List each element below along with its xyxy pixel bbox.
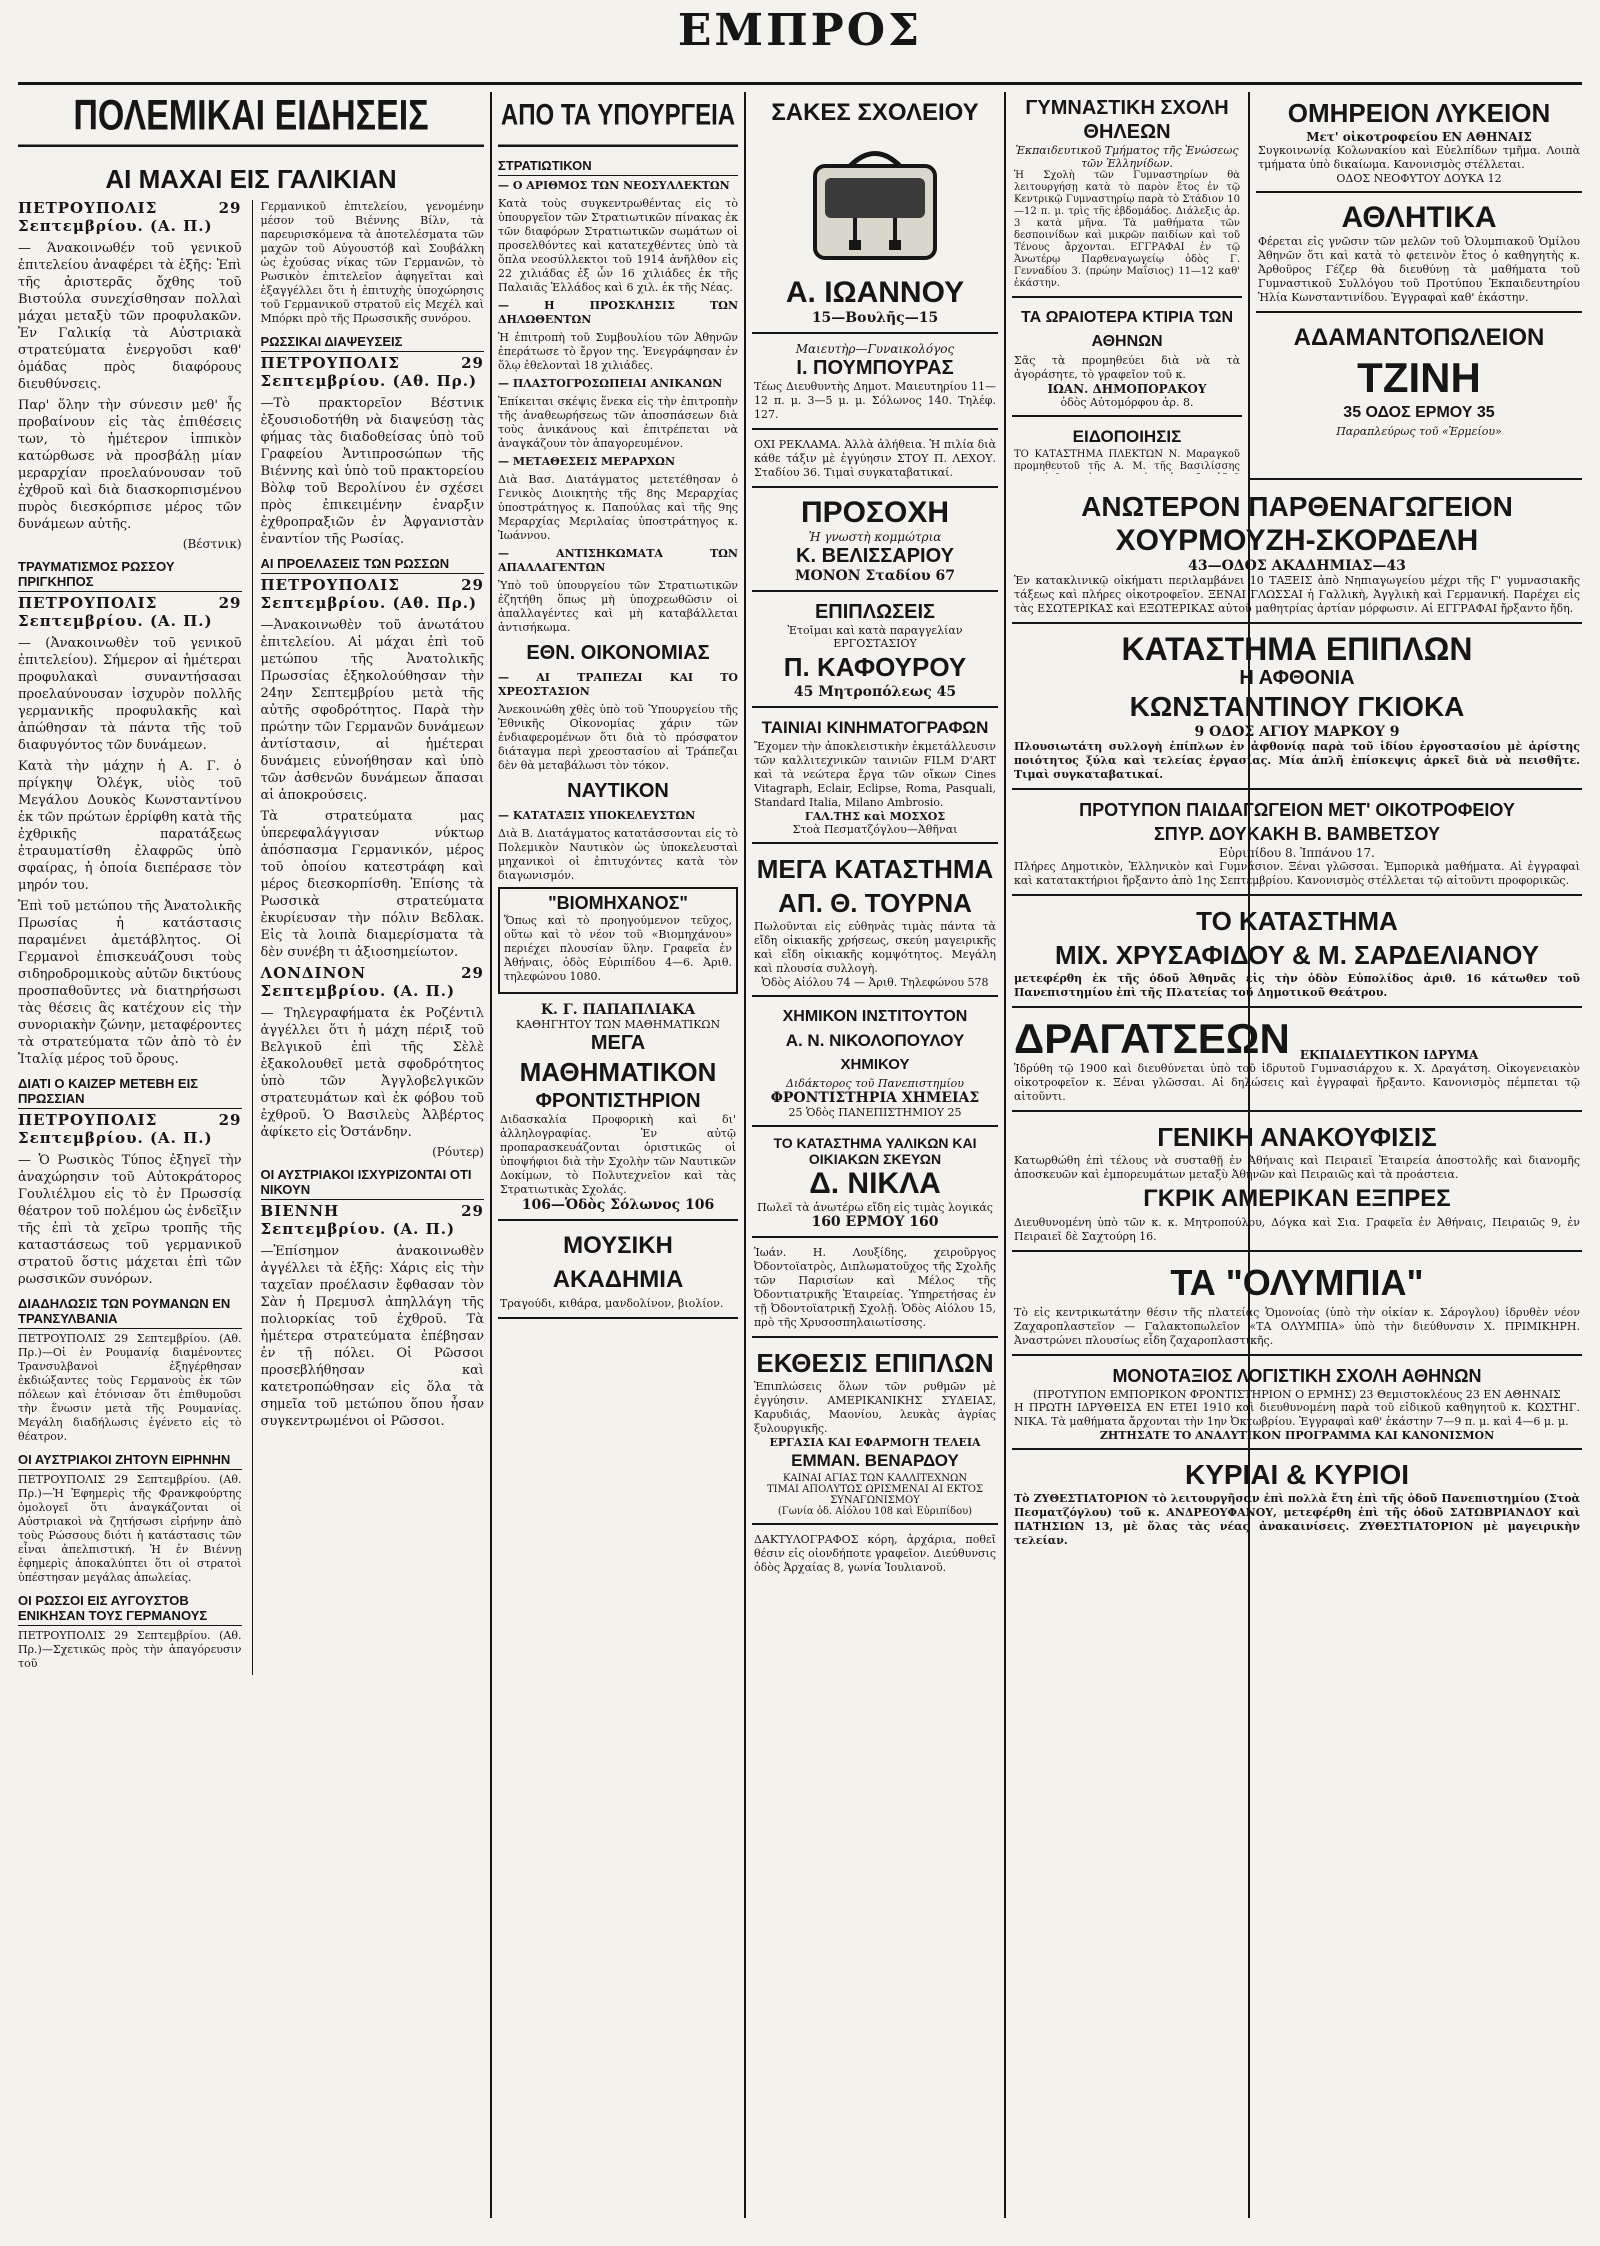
ad-name: ΑΠ. Θ. ΤΟΥΡΝΑ xyxy=(778,888,972,918)
ad-tzini-jewellers xyxy=(1256,317,1582,444)
ad-text: Η ΠΡΩΤΗ ΙΔΡΥΘΕΙΣΑ ΕΝ ΕΤΕΙ 1910 καὶ διευθυνομένη παρὰ τοῦ εἰδικοῦ καθηγητοῦ κ. ΚΩΣΤΗΓ. ΝΙΚΑ. Τὰ μαθήματα ἄρχονται τὴν 1ην Ὀκτωβρίου. Ἐγγραφαὶ καθ' ἑκάστην 7—9 π. μ. καὶ 4—6 μ. μ. xyxy=(1014,1401,1580,1428)
ad-subtitle: Διδάκτορος τοῦ Πανεπιστημίου xyxy=(786,1077,964,1090)
ad-text: Φέρεται εἰς γνῶσιν τῶν μελῶν τοῦ Ὁλυμπιακοῦ Ὁμίλου Ἀθηνῶν ὅτι καὶ κατὰ τὸ φετεινὸν ἔτος ὁ καθηγητὴς κ. Ἀρθοῦρος Γέζερ θὰ διευθύνῃ τὰ μαθήματα τοῦ Γυμναστικοῦ Συλλόγου τοῦ Προτύπου Ἐκπαιδευτηρίου Ἠλία Κωνσταντινίδου. Ἐγγραφαὶ καθ' ἑκάστην. xyxy=(1258,235,1580,304)
ad-name: Α. Ν. ΝΙΚΟΛΟΠΟΥΛΟΥ xyxy=(785,1031,965,1050)
ad-text: Ὅπως καὶ τὸ προηγούμενον τεῦχος, οὕτω καὶ τὸ νέον τοῦ «Βιομηχάνου» περιέχει πλουσίαν ὕλην. Γραφεῖα ἐν Ἀθήναις, ὁδὸς Εὐριπίδου 4—6. Ἀριθ. τηλεφώνου 1080. xyxy=(504,914,732,983)
article-paragraph: Ἀνεκοινώθη χθὲς ὑπὸ τοῦ Ὑπουργείου τῆς Ἐθνικῆς Οἰκονομίας χάριν τῶν ἐνδιαφερομένων ὅτι διὰ τὸ πρόσφατον διάταγμα περὶ χρεοστασίου αἱ Τράπεζαι δὲν θὰ μεταβάλωσι τὸν τόκον. xyxy=(498,703,738,772)
ad-title: ΓΕΝΙΚΗ ΑΝΑΚΟΥΦΙΣΙΣ xyxy=(1157,1122,1437,1152)
ad-address: Εὐριπίδου 8. Ἱππάνου 17. xyxy=(1219,846,1375,860)
ad-title: ΑΝΩΤΕΡΟΝ ΠΑΡΘΕΝΑΓΩΓΕΙΟΝ xyxy=(1081,491,1513,522)
ad-name: Π. ΚΑΦΟΥΡΟΥ xyxy=(783,652,967,682)
ads-column-1 xyxy=(752,92,998,2218)
article-paragraph: ΠΕΤΡΟΥΠΟΛΙΣ 29 Σεπτεμβρίου. (Αθ. Πρ.)—Ἡ Ἐφημερὶς τῆς Φρανκφούρτης ὁμολογεῖ ὅτι ἀναγκάζονται οἱ Αὐστριακοὶ νὰ ζητήσωσι εἰρήνην ἀπὸ τοὺς Ρώσσους διότι ἡ κατάστασις τῶν εἶναι ἀπελπιστική. Ἡ ἐν Βιέννῃ ἐφημερὶς ἀποκαλύπτει ὅτι οἱ στρατοὶ ὑπέστησαν μεγάλας ἀπωλείας. xyxy=(18,1473,242,1584)
ad-address: (Γωνία ὁδ. Αἰόλου 108 καὶ Εὐριπίδου) xyxy=(777,1506,973,1517)
article-paragraph: Ἡ ἐπιτροπὴ τοῦ Συμβουλίου τῶν Ἀθηνῶν ἐπεράτωσε τὸ ἔργον της. Ἐνεγράφησαν ἐν ὅλῳ ἐθελονταὶ 18 χιλιάδες. xyxy=(498,331,738,372)
ad-text: Σᾶς τὰ προμηθεύει διὰ νὰ τὰ ἀγοράσητε, τὸ γραφεῖον τοῦ κ. xyxy=(1014,354,1240,381)
dateline: ΒΙΕΝΝΗ 29 Σεπτεμβρίου. (Α. Π.) xyxy=(260,1202,484,1238)
article-paragraph: Κατὰ τὴν μάχην ἡ Α. Γ. ὁ πρίγκηψ Ὀλέγκ, υἱὸς τοῦ Μεγάλου Δουκὸς Κωνσταντίνου ἐκ τῶν πρώτων ἐρρίφθη κατὰ τῆς ἐχθρικῆς παρατάξεως ἐτραυματίσθη ἐλαφρῶς ὑπὸ σφαίρας, ἡ ὁποία διεπέρασε τὸν μηρόν του. xyxy=(18,759,242,893)
ad-prosochi xyxy=(752,492,998,592)
article-paragraph: ΠΕΤΡΟΥΠΟΛΙΣ 29 Σεπτεμβρίου. (Αθ. Πρ.)—Οἱ ἐν Ρουμανίᾳ διαμένοντες Τρανσυλβανοὶ ἐξηγέρθησαν ἐκδιώξαντες τοὺς Γερμανοὺς ἐκ τῶν πόλεων καὶ ἐτόνισαν ὅτι ἐπιθυμοῦσι τὴν ἕνωσιν μετὰ τῆς Ρουμανίας. Μεγάλη διαδήλωσις ἐγένετο εἰς τὸ θέατρον. xyxy=(18,1332,242,1443)
ad-text: Διδασκαλία Προφορικὴ καὶ δι' ἀλληλογραφίας. Ἐν αὐτῷ προπαρασκευάζονται ὁριστικῶς οἱ ὑποψήφιοι διὰ τὴν Σχολὴν τῶν Ναυτικῶν Δοκίμων, τὸ Πολυτεχνεῖον καὶ τὰς Στρατιωτικὰς Σχολάς. xyxy=(500,1113,736,1196)
ad-address: Στοὰ Πεσματζόγλου—Ἀθῆναι xyxy=(792,823,958,836)
ad-notice xyxy=(1012,421,1242,474)
section-heading: ΔΙΑΔΗΛΩΣΙΣ ΤΩΝ ΡΟΥΜΑΝΩΝ ΕΝ ΤΡΑΝΣΥΛΒΑΝΙΑ xyxy=(18,1296,242,1329)
ad-name: ΤΖΙΝΗ xyxy=(1357,354,1481,401)
article-paragraph: —Ἀνακοινωθὲν τοῦ ἀνωτάτου ἐπιτελείου. Αἱ μάχαι ἐπὶ τοῦ μετώπου τῆς Ἀνατολικῆς Πρωσσίας ἐξηκολούθησαν τὴν 24ην Σεπτεμβρίου μετὰ τῆς αὐτῆς σφοδρότητος. Παρὰ τὴν πρώτην τῶν Γερμανῶν δυνάμεων ἀντίστασιν, αἱ ἡμέτεραι δυνάμεις εὐνοήθησαν καὶ ὑπὸ τῶν ἀσθενῶν δυνάμεων ἄπασαι αἱ ἀποκρούσεις. xyxy=(260,618,484,803)
ad-papapliaka xyxy=(498,998,738,1221)
ad-title: ΟΜΗΡΕΙΟΝ ΛΥΚΕΙΟΝ xyxy=(1287,98,1551,128)
ministries-banner: ΑΠΟ ΤΑ ΥΠΟΥΡΓΕΙΑ xyxy=(498,92,738,147)
sub-heading: — ΜΕΤΑΘΕΣΕΙΣ ΜΕΡΑΡΧΩΝ xyxy=(498,455,676,468)
ad-nikla xyxy=(752,1131,998,1238)
ad-name: Α. ΙΩΑΝΝΟΥ xyxy=(785,276,965,309)
ad-title: ΑΘΛΗΤΙΚΑ xyxy=(1341,201,1497,234)
ad-subtitle: (ΠΡΟΤΥΠΟΝ ΕΜΠΟΡΙΚΟΝ ΦΡΟΝΤΙΣΤΗΡΙΟΝ Ο ΕΡΜΗΣ) 23 Θεμιστοκλέους 23 ΕΝ ΑΘΗΝΑΙΣ xyxy=(1033,1388,1561,1401)
ad-typist xyxy=(752,1529,998,1581)
ad-title: ΠΡΟΣΟΧΗ xyxy=(800,496,950,529)
ad-title: ΦΡΟΝΤΙΣΤΗΡΙΑ ΧΗΜΕΙΑΣ xyxy=(770,1090,980,1106)
ad-address: 9 ΟΔΟΣ ΑΓΙΟΥ ΜΑΡΚΟΥ 9 xyxy=(1194,724,1400,740)
ad-title: ΧΗΜΙΚΟΝ ΙΝΣΤΙΤΟΥΤΟΝ xyxy=(782,1008,968,1025)
ad-athletics xyxy=(1256,197,1582,313)
war-news-section xyxy=(18,92,484,2218)
column-divider xyxy=(744,92,746,2218)
ad-furniture-store xyxy=(1012,628,1582,790)
ad-address: ὁδὸς Αὐτομόρφου ἀρ. 8. xyxy=(1060,396,1194,409)
masthead-rule xyxy=(18,82,1582,85)
ad-text: Ἱδρύθη τῷ 1900 καὶ διευθύνεται ὑπὸ τοῦ ἱδρυτοῦ Γυμνασιάρχου κ. Χ. Δραγάτση. Οἰκογενειακὸν οἰκοτροφεῖον κ. Ξέναι γλῶσσαι. Αἱ δηλώσεις καὶ ἐγγραφαὶ ἤρξαντο. Κανονισμὸς πέμπεται τῷ αἰτοῦντι. xyxy=(1014,1062,1580,1103)
ad-text: ΟΧΙ ΡΕΚΛΑΜΑ. Ἀλλὰ ἀλήθεια. Ἡ πιλία διὰ κάθε τάξιν μὲ ἐγγύησιν ΣΤΟΥ Π. ΛΕΧΟΥ. Σταδίου 36. Τιμαὶ συγκαταβατικαί. xyxy=(754,438,996,479)
ad-address: 106—Ὁδὸς Σόλωνος 106 xyxy=(521,1197,715,1213)
article-paragraph: Ἐπίκειται σκέψις ἕνεκα εἰς τὴν ἐπιτροπὴν τῆς ἀναθεωρήσεως τῶν ἀποσπάσεων διὰ τοὺς ἀνικάνους καὶ ἐπιτρέπεται νὰ ἀναγκάζουν τὸν ἀπαγορευμένον. xyxy=(498,395,738,450)
ad-name: ΜΙΧ. ΧΡΥΣΑΦΙΔΟΥ & Μ. ΣΑΡΔΕΛΙΑΝΟΥ xyxy=(1055,940,1539,970)
ads-column-2-bottom xyxy=(1012,486,1582,2218)
ad-lechou xyxy=(752,434,998,488)
section-heading: ΔΙΑΤΙ Ο ΚΑΙΖΕΡ ΜΕΤΕΒΗ ΕΙΣ ΠΡΩΣΣΙΑΝ xyxy=(18,1076,242,1109)
ad-olympia xyxy=(1012,1256,1582,1356)
ad-dentist xyxy=(752,1242,998,1338)
ad-chemical-institute xyxy=(752,1001,998,1127)
ad-buildings xyxy=(1012,302,1242,417)
war-news-banner: ΠΟΛΕΜΙΚΑΙ ΕΙΔΗΣΕΙΣ xyxy=(18,92,484,147)
ad-address: ΜΟΝΟΝ Σταδίου 67 xyxy=(795,568,955,584)
sub-heading: — ΠΛΑΣΤΟΓΡΟΣΩΠΕΙΑΙ ΑΝΙΚΑΝΩΝ xyxy=(498,377,723,390)
ad-paidagogeion xyxy=(1012,794,1582,896)
ad-title: ΜΕΓΑ ΚΑΤΑΣΤΗΜΑ xyxy=(756,854,994,884)
dateline: ΛΟΝΔΙΝΟΝ 29 Σεπτεμβρίου. (Α. Π.) xyxy=(260,964,484,1000)
ad-text: μετεφέρθη ἐκ τῆς ὁδοῦ Ἀθηνᾶς εἰς τὴν ὁδὸν Εὐπολίδος ἀριθ. 16 κάτωθεν τοῦ Πανεπιστημίου ἐπὶ τῆς Πλατείας τοῦ Δημοτικοῦ Θεάτρου. xyxy=(1014,972,1580,999)
school-bag-icon xyxy=(795,136,955,266)
ad-subtitle: Παραπλεύρως τοῦ «Ἑρμείου» xyxy=(1336,425,1502,438)
article-paragraph: —Τὸ πρακτορεῖον Βέστνικ ἐξουσιοδοτήθη νὰ διαψεύσῃ τὰς φήμας τὰς διαδοθείσας ὑπὸ τοῦ Γραφείου Ἀντιπροσώπων τῆς Βιέννης καὶ ὑπὸ τοῦ πρακτορείου Βὸλφ τοῦ Βερολίνου ἐν σχέσει πρὸς ἐπικειμένην ἐναρξιν ἐχθροπραξιῶν ἐν Ἀφγανιστὰν ἐναντίον τῆς Ρωσίας. xyxy=(260,396,484,547)
article-paragraph: Διὰ Β. Διατάγματος κατατάσσονται εἰς τὸ Πολεμικὸν Ναυτικὸν ὡς ὑποκελευσταὶ μηχανικοὶ οἱ ἐπιτυχόντες κατὰ τὸν διαγωνισμόν. xyxy=(498,827,738,882)
ad-subtitle: ΕΡΓΑΣΙΑ ΚΑΙ ΕΦΑΡΜΟΓΗ ΤΕΛΕΙΑ xyxy=(769,1436,981,1449)
ad-title: ΤΑ "ΟΛΥΜΠΙΑ" xyxy=(1170,1262,1424,1303)
section-heading: ΤΡΑΥΜΑΤΙΣΜΟΣ ΡΩΣΣΟΥ ΠΡΙΓΚΗΠΟΣ xyxy=(18,559,242,592)
sub-heading: — ΑΝΤΙΣΗΚΩΜΑΤΑ ΤΩΝ ΑΠΑΛΛΑΓΕΝΤΩΝ xyxy=(498,547,738,574)
article-paragraph: — Ὁ Ρωσικὸς Τύπος ἐξηγεῖ τὴν ἀναχώρησιν τοῦ Αὐτοκράτορος Γουλιέλμου εἰς τὸ ἐν Πρωσσίᾳ θέατρον τοῦ πολέμου ὡς ἐνδεῖξιν τῆς ἐπὶ τὰ χεῖρω τροπῆς τῆς καταστάσεως τοῦ γερμανικοῦ στρατοῦ ὅστις μάχεται ἐπὶ τῶν ρωσσικῶν συνόρων. xyxy=(18,1153,242,1287)
ad-title: ΕΚΘΕΣΙΣ ΕΠΙΠΛΩΝ xyxy=(756,1348,994,1378)
ad-title: ΔΡΑΓΑΤΣΕΩΝ xyxy=(1014,1015,1290,1062)
ad-name: ΣΠΥΡ. ΔΟΥΚΑΚΗ Β. ΒΑΜΒΕΤΣΟΥ xyxy=(1153,824,1441,844)
ads-column-2-top xyxy=(1012,92,1242,474)
ad-school-bags xyxy=(752,92,998,334)
sub-heading: — Ο ΑΡΙΘΜΟΣ ΤΩΝ ΝΕΟΣΥΛΛΕΚΤΩΝ xyxy=(498,179,730,192)
section-heading: ΕΘΝ. ΟΙΚΟΝΟΜΙΑΣ xyxy=(526,642,710,664)
ad-tourna xyxy=(752,848,998,997)
section-heading: ΑΙ ΠΡΟΕΛΑΣΕΙΣ ΤΩΝ ΡΩΣΣΩΝ xyxy=(261,556,485,574)
dateline: ΠΕΤΡΟΥΠΟΛΙΣ 29 Σεπτεμβρίου. (Αθ. Πρ.) xyxy=(260,354,484,390)
dateline: ΠΕΤΡΟΥΠΟΛΙΣ 29 Σεπτεμβρίου. (Α. Π.) xyxy=(18,1111,242,1147)
ad-greek-american-express xyxy=(1012,1116,1582,1252)
ad-text: Τραγούδι, κιθάρα, μανδολίνον, βιολίον. xyxy=(500,1297,724,1310)
article-paragraph: Τὰ στρατεύματα μας ὑπερεφαλάγγισαν νύκτωρ ἀπόσπασμα Γερμανικόν, μέρος τοῦ ὁποίου κατεστράφη καὶ μέρος διεσκορπίσθη. Ἐπίσης τὰ Ρωσσικὰ στρατεύματα ἐκυρίευσαν τὴν πόλιν Βεδλακ. Εἰς τὰ λοιπὰ διαμερίσματα τὰ δὲν συνέβη τι ἀξιοσημείωτον. xyxy=(260,809,484,960)
news-agency: (Ρόυτερ) xyxy=(432,1145,484,1159)
section-heading: ΝΑΥΤΙΚΟΝ xyxy=(567,780,669,802)
ad-address: 43—ΟΔΟΣ ΑΚΑΔΗΜΙΑΣ—43 xyxy=(1188,558,1406,574)
ad-text: Ἐν κατακλινικῷ οἰκήματι περιλαμβάνει 10 ΤΑΞΕΙΣ ἀπὸ Νηπιαγωγείου μέχρι τῆς Γ' γυμνασιακῆς τάξεως καὶ πλήρες οἰκοτροφεῖον. ΞΕΝΑΙ ΓΛΩΣΣΑΙ ἡ Γαλλικὴ, Ἀγγλικὴ καὶ Γερμανική. Παρέχει εἰς τὰς ΕΣΩΤΕΡΙΚΑΣ καὶ ΕΞΩΤΕΡΙΚΑΣ αὐτοῦ μαθητρίας ἀρτίαν μόρφωσιν. Αἱ ΕΓΓΡΑΦΑΙ ἤρξαντο ἤδη. xyxy=(1014,574,1580,615)
column-divider xyxy=(1004,92,1006,2218)
ad-title: ΕΙΔΟΠΟΙΗΣΙΣ xyxy=(1072,427,1182,446)
article-paragraph: — (Ἀνακοινωθὲν τοῦ γενικοῦ ἐπιτελείου). Σήμερον αἱ ἡμέτεραι προφυλακαὶ συναντήσασαι προελαύνουσαν ἰσχυρὸν πολλῆς γερμανικῆς προφυλακῆς καὶ ἀπώθησαν τὰ πάντα τῆς τοῦ διαφυγόντος τῶν δυνάμεων. xyxy=(18,636,242,753)
ad-parthenagogeion xyxy=(1012,486,1582,624)
ad-music-academy xyxy=(498,1225,738,1319)
ad-title: ΤΑ ΩΡΑΙΟΤΕΡΑ ΚΤΙΡΙΑ ΤΩΝ ΑΘΗΝΩΝ xyxy=(1020,309,1234,350)
ad-subtitle: Ἐκπαιδευτικοῦ Τμήματος τῆς Ἑνώσεως τῶν Ἑλληνίδων. xyxy=(1015,144,1239,170)
ad-address: ΟΔΟΣ ΝΕΟΦΥΤΟΥ ΔΟΥΚΑ 12 xyxy=(1336,172,1502,185)
ad-homereion xyxy=(1256,92,1582,193)
ad-address: 160 ΕΡΜΟΥ 160 xyxy=(811,1214,939,1230)
article-paragraph: — Άνακοινωθέν τοῦ γενικοῦ ἐπιτελείου ἀναφέρει τὰ ἑξῆς: Ἐπὶ τῆς ἀριστερᾶς ὄχθης τοῦ Βιστούλα συνεχίσθησαν πολλαὶ μάχαι μεταξὺ τῶν προφυλακῶν. Ἐν Γαλικίᾳ τὰ Αὐστριακὰ στρατεύματα ἐνεργοῦσι καθ' ὁμάδας πρὸς διαφόρους διευθύνσεις. xyxy=(18,241,242,392)
ad-address: Ὁδὸς Αἰόλου 74 — Ἀριθ. Τηλεφώνου 578 xyxy=(761,976,989,989)
ad-name: ΙΩΑΝ. ΔΗΜΟΠΟΡΑΚΟΥ xyxy=(1047,382,1207,396)
ad-text: Συγκοινωνίᾳ Κολωνακίου καὶ Εὐελπίδων τμῆμα. Λοιπὰ τμήματα ὑπὸ δικαίωμα. Κανονισμὸς στέλλεται. xyxy=(1258,144,1580,171)
ad-title: ΣΑΚΕΣ ΣΧΟΛΕΙΟΥ xyxy=(771,99,979,126)
ad-title: ΚΑΤΑΣΤΗΜΑ ΕΠΙΠΛΩΝ xyxy=(1121,631,1473,667)
ad-title: ΤΟ ΚΑΤΑΣΤΗΜΑ xyxy=(1196,906,1398,936)
ad-text: ΔΑΚΤΥΛΟΓΡΑΦΟΣ κόρη, ἀρχάρια, ποθεῖ θέσιν εἰς οἰονδήποτε γραφεῖον. Διεύθυνσις ὁδὸς Ἀρχαίας 8, γωνία Ἰουλιανοῦ. xyxy=(754,1533,996,1574)
ad-title: ΜΑΘΗΜΑΤΙΚΟΝ xyxy=(519,1057,717,1087)
ad-text: Πωλοῦνται εἰς εὐθηνὰς τιμὰς πάντα τὰ εἴδη οἰκιακῆς χρήσεως, σκεύη μαγειρικῆς καὶ εἴδη οἰκιακῆς κομψότητος. Μεγάλη καὶ πλουσία συλλογὴ. xyxy=(754,920,996,975)
ad-viomichanos xyxy=(498,887,738,994)
masthead-title: ΕΜΠΡΟΣ xyxy=(677,5,923,56)
ad-name: ΕΜΜΑΝ. ΒΕΝΑΡΔΟΥ xyxy=(791,1451,959,1470)
ad-text: Ἔχομεν τὴν ἀποκλειστικὴν ἐκμετάλλευσιν τῶν καλλιτεχνικῶν ταινιῶν FILM D'ART καὶ τὰ νεώτερα ἔργα τῶν οἴκων Cines Vitagraph, Eclair, Eclipse, Roma, Pasquali, Standard Italia, Milano Ambrosio. xyxy=(754,740,996,809)
war-news-col-b xyxy=(252,200,485,1675)
ad-name: ΓΑΛ.ΤΗΣ καὶ ΜΟΣΧΟΣ xyxy=(804,810,946,823)
ad-text: Τὸ ΖΥΘΕΣΤΙΑΤΟΡΙΟΝ τὸ λειτουργῆσαν ἐπὶ πολλὰ ἔτη ἐπὶ τῆς ὁδοῦ Πανεπιστημίου (Στοὰ Πεσματζόγλου) τοῦ κ. ΑΝΔΡΕΟΥΦΑΝΟΥ, μετεφέρθη ἐπὶ τῆς ὁδοῦ ΣΑΤΩΒΡΙΑΝΔΟΥ καὶ ΠΑΤΗΣΙΩΝ 13, μὲ ὅλας τὰς νέας ἀνακαινίσεις. ΖΥΘΕΣΤΙΑΤΟΡΙΟΝ μὲ μαγειρικὴν τελείαν. xyxy=(1014,1492,1580,1547)
ad-name: ΓΚΡΙΚ ΑΜΕΡΙΚΑΝ ΕΞΠΡΕΣ xyxy=(1143,1185,1451,1212)
section-heading: ΟΙ ΑΥΣΤΡΙΑΚΟΙ ΖΗΤΟΥΝ ΕΙΡΗΝΗΝ xyxy=(18,1452,242,1470)
ad-text: Κατωρθώθη ἐπὶ τέλους νὰ συσταθῇ ἐν Ἀθήναις καὶ Πειραιεῖ Ἑταιρεία ἀποστολῆς καὶ διανομῆς ἀποσκευῶν καὶ ἐμπορευμάτων μεταξὺ Ἀθηνῶν καὶ Πειραιῶς καὶ τὰ προάστεια. xyxy=(1014,1154,1580,1181)
article-paragraph: Ἐπὶ τοῦ μετώπου τῆς Ἀνατολικῆς Πρωσίας ἡ κατάστασις παραμένει ἀμετάβλητος. Οἱ Γερμανοὶ ἐπισκευάζουσι τοὺς σιδηροδρομικοὺς αὐτῶν δικτύους προσπαθοῦντες νὰ διατηρήσωσι τὰς θέσεις ἃς κατέχουν εἰς τὴν συνοριακὴν ζώνην, μεταφέροντες τὰ στρατεύματα τῶν ἀπὸ τὸ ἐν Ἰταλίᾳ μέρος τοῦ ὄρους. xyxy=(18,899,242,1067)
ad-subtitle: ΕΚΠΑΙΔΕΥΤΙΚΟΝ ΙΔΡΥΜΑ xyxy=(1299,1048,1479,1062)
ad-address: 45 Μητροπόλεως 45 xyxy=(793,684,957,700)
article-paragraph: —Ἐπίσημον ἀνακοινωθὲν ἀγγέλλει τὰ ἑξῆς: Χάρις εἰς τὴν ταχεῖαν προέλασιν ἔφθασαν τὸν Σὰν ἡ Πρεμυσλ ἀπηλλάγη τῆς πολιορκίας τοῦ ἐχθροῦ. Τὰ ἡμέτερα στρατεύματα ἐπέβησαν ἐν τῇ πόλει. Οἱ Ρῶσσοι προσεβλήθησαν καὶ κατετροπώθησαν εἰς ὅλα τὰ σημεῖα τοῦ μετώπου ὅπου ἦσαν συγκεντρωμένοι οἱ Ρῶσσοι. xyxy=(260,1244,484,1429)
ad-subtitle: Μαιευτὴρ—Γυναικολόγος xyxy=(795,342,955,356)
ad-dragatseon xyxy=(1012,1012,1582,1112)
column-divider xyxy=(490,92,492,2218)
ad-subtitle: Πωλεῖ τὰ ἀνωτέρω εἴδη εἰς τιμὰς λογικάς xyxy=(757,1201,993,1214)
ad-name: Κ. Γ. ΠΑΠΑΠΛΙΑΚΑ xyxy=(540,1002,696,1018)
sub-heading: — ΑΙ ΤΡΑΠΕΖΑΙ ΚΑΙ ΤΟ ΧΡΕΟΣΤΑΣΙΟΝ xyxy=(498,671,738,698)
ad-subtitle: Η ΑΦΘΟΝΙΑ xyxy=(1239,667,1355,689)
ad-title: ΦΡΟΝΤΙΣΤΗΡΙΟΝ xyxy=(535,1090,701,1112)
section-heading: ΟΙ ΑΥΣΤΡΙΑΚΟΙ ΙΣΧΥΡΙΖΟΝΤΑΙ ΟΤΙ ΝΙΚΟΥΝ xyxy=(261,1167,485,1200)
ad-title: "ΒΙΟΜΗΧΑΝΟΣ" xyxy=(548,893,688,913)
ad-girls-gym-school xyxy=(1012,92,1242,298)
ad-title: ΠΡΟΤΥΠΟΝ ΠΑΙΔΑΓΩΓΕΙΟΝ ΜΕΤ' ΟΙΚΟΤΡΟΦΕΙΟΥ xyxy=(1079,800,1515,820)
ad-chrysafidou xyxy=(1012,900,1582,1008)
news-agency: (Βέστνικ) xyxy=(182,537,242,551)
ad-ladies-gentlemen xyxy=(1012,1454,1582,1554)
ad-subtitle: ΧΗΜΙΚΟΥ xyxy=(840,1056,910,1073)
ad-kafourou xyxy=(752,596,998,708)
sub-heading: — Η ΠΡΟΣΚΛΗΣΙΣ ΤΩΝ ΔΗΛΩΘΕΝΤΩΝ xyxy=(498,299,738,326)
article-paragraph: — Τηλεγραφήματα ἐκ Ροζέντιλ ἀγγέλλει ὅτι ἡ μάχη πέριξ τοῦ Βελγικοῦ ἐπὶ τῆς Σὲλὲ ἐξακολουθεῖ μετὰ σφοδρότητος ὑπὸ τῶν Ἀγγλοβελγικῶν στρατευμάτων καὶ ἐκ φόβου τοῦ ἐχθροῦ. Ὁ Βασιλεὺς Ἀλβέρτος ἀφίκετο εἰς Ὀστάνδην. xyxy=(260,1006,484,1140)
ad-title: ΕΠΙΠΛΩΣΕΙΣ xyxy=(814,601,936,623)
ad-address: 25 Ὁδὸς ΠΑΝΕΠΙΣΤΗΜΙΟΥ 25 xyxy=(788,1106,962,1119)
article-paragraph: Ὑπὸ τοῦ ὑπουργείου τῶν Στρατιωτικῶν ἐζητήθη ὅπως μὴ ὑποχρεωθῶσιν οἱ ἀπαλλαγέντες καὶ μὴ καταβάλλεται ἀντισήκωμα. xyxy=(498,579,738,634)
ad-title: ΜΟΥΣΙΚΗ ΑΚΑΔΗΜΙΑ xyxy=(552,1232,684,1293)
sub-heading: — ΚΑΤΑΤΑΞΙΣ ΥΠΟΚΕΛΕΥΣΤΩΝ xyxy=(498,809,696,822)
ad-title: ΜΟΝΟΤΑΞΙΟΣ ΛΟΓΙΣΤΙΚΗ ΣΧΟΛΗ ΑΘΗΝΩΝ xyxy=(1112,1366,1482,1386)
ad-poumpouras xyxy=(752,338,998,430)
ad-subtitle: ΤΙΜΑΙ ΑΠΟΛΥΤΩΣ ΩΡΙΣΜΕΝΑΙ ΑΙ ΕΚΤΟΣ ΣΥΝΑΓΩΝΙΣΜΟΥ xyxy=(766,1484,984,1506)
section-rule xyxy=(1248,478,1582,480)
ad-text: Τέως Διευθυντὴς Δημοτ. Μαιευτηρίου 11—12 π. μ. 3—5 μ. μ. Σόλωνος 140. Τηλέφ. 127. xyxy=(754,380,996,421)
ad-text: Πλουσιωτάτη συλλογὴ ἐπίπλων ἐν ἀφθονίᾳ παρὰ τοῦ ἰδίου ἐργοστασίου μὲ ἀρίστης ποιότητος ξύλα καὶ τελείας ἐργασίας. Μία ἁπλῆ ἐπίσκεψις ἀρκεῖ διὰ νὰ πεισθῆτε. Τιμαὶ συγκαταβατικαί. xyxy=(1014,740,1580,781)
war-news-headline: ΑΙ ΜΑΧΑΙ ΕΙΣ ΓΑΛΙΚΙΑΝ xyxy=(105,164,397,194)
section-heading: ΡΩΣΣΙΚΑΙ ΔΙΑΨΕΥΣΕΙΣ xyxy=(261,334,485,352)
war-news-col-a xyxy=(18,200,242,1675)
ad-subtitle: ΚΑΙΝΑΙ ΑΓΙΑΣ ΤΩΝ ΚΑΛΛΙΤΕΧΝΩΝ xyxy=(782,1473,968,1484)
ad-name: ΚΩΝΣΤΑΝΤΙΝΟΥ ΓΚΙΟΚΑ xyxy=(1129,691,1465,722)
ministries-column xyxy=(498,92,738,2218)
article-paragraph: Κατὰ τοὺς συγκεντρωθέντας εἰς τὸ ὑπουργεῖον τῶν Στρατιωτικῶν πίνακας ἐκ τῶν διαφόρων Στρατιωτικῶν σωμάτων οἱ προσελθόντες καὶ κατατεχθέντες ὑπὸ τὰ ὅπλα νεοσύλλεκτοι τοῦ 1914 ἀνῆλθον εἰς 22 χιλιάδας ἐξ ὧν 16 χιλιάδες ἐκ τῆς Παλαιᾶς Ἑλλάδος καὶ 6 χιλ. ἐκ τῆς Νέας. xyxy=(498,197,738,294)
ad-furniture-exhibition xyxy=(752,1342,998,1525)
ad-text: Πλήρες Δημοτικὸν, Ἑλληνικὸν καὶ Γυμνάσιον. Ξέναι γλῶσσαι. Ἐμπορικὰ μαθήματα. Αἱ ἐγγραφαὶ καὶ κατατακτήριοι ἤρξαντο ἀπὸ 1ης Σεπτεμβρίου. Κανονισμὸς στέλλεται τῷ αἰτοῦντι προφορικῶς. xyxy=(1014,860,1580,887)
ad-name: Κ. ΒΕΛΙΣΣΑΡΙΟΥ xyxy=(796,545,954,567)
ad-title: ΚΥΡΙΑΙ & ΚΥΡΙΟΙ xyxy=(1184,1459,1410,1490)
ad-text: Ἐπιπλώσεις ὅλων τῶν ρυθμῶν μὲ ἐγγύησιν. ΑΜΕΡΙΚΑΝΙΚΗΣ ΣΥΔΕΙΑΣ, Καρυδιάς, Μαονίου, λευκὰς ἀγρίας ξυλουργικῆς. xyxy=(754,1380,996,1435)
ad-name: ΧΟΥΡΜΟΥΖΗ-ΣΚΟΡΔΕΛΗ xyxy=(1115,524,1479,557)
article-paragraph: Γερμανικοῦ ἐπιτελείου, γενομένην μέσον τοῦ Βιέννης Βίλν, τὰ παρευρισκόμενα τὰ ἀποτελέσματα τῶν μαχῶν τοῦ Αὐγουστόβ καὶ Σουβάλκη ὡς ἐχούσας νίκας τῶν Γερμανῶν, τὸ Ρωσικὸν ἐπιτελεῖον ἀφηγεῖται καὶ ἐξαγγέλλει ὅτι ἡ ἐπιτυχὴς ὑποχώρησις τοῦ Γερμανικοῦ στρατοῦ εἰς Μεχέλ καὶ Μπόρκι πρὸ τῆς Πρωσσικῆς συνόρου. xyxy=(260,200,484,325)
ad-title: ΤΑΙΝΙΑΙ ΚΙΝΗΜΑΤΟΓΡΑΦΩΝ xyxy=(761,718,989,737)
ad-subtitle: Ἐτοῖμαι καὶ κατὰ παραγγελίαν ΕΡΓΟΣΤΑΣΙΟΥ xyxy=(787,624,963,650)
ad-title: ΤΟ ΚΑΤΑΣΤΗΜΑ ΥΑΛΙΚΩΝ ΚΑΙ ΟΙΚΙΑΚΩΝ ΣΚΕΥΩΝ xyxy=(773,1135,977,1167)
ad-title: ΑΔΑΜΑΝΤΟΠΩΛΕΙΟΝ xyxy=(1293,324,1545,351)
ad-name: Ι. ΠΟΥΜΠΟΥΡΑΣ xyxy=(796,357,954,379)
ad-title: ΓΥΜΝΑΣΤΙΚΗ ΣΧΟΛΗ ΘΗΛΕΩΝ xyxy=(1025,97,1229,143)
ad-address: 15—Βουλῆς—15 xyxy=(811,310,939,326)
dateline: ΠΕΤΡΟΥΠΟΛΙΣ 29 Σεπτεμβρίου. (Αθ. Πρ.) xyxy=(260,576,484,612)
article-paragraph: Διὰ Βασ. Διατάγματος μετετέθησαν ὁ Γενικὸς Διοικητὴς τῆς 8ης Μεραρχίας ὑποστράτηγος κ. Παπούλας καὶ τῆς 9ης Μεραρχίας Μεριλαίας ὑποστράτηγος κ. Ἰωάννου. xyxy=(498,473,738,542)
article-paragraph: ΠΕΤΡΟΥΠΟΛΙΣ 29 Σεπτεμβρίου. (Αθ. Πρ.)—Σχετικῶς πρὸς τὴν ἀπαγόρευσιν τοῦ xyxy=(18,1629,242,1670)
ad-cinema-films xyxy=(752,712,998,844)
ad-text: ΤΟ ΚΑΤΑΣΤΗΜΑ ΠΛΕΚΤΩΝ Ν. Μαραγκοῦ προμηθευτοῦ τῆς Α. Μ. τῆς Βασιλίσσης xyxy=(1014,449,1240,472)
section-heading: ΟΙ ΡΩΣΣΟΙ ΕΙΣ ΑΥΓΟΥΣΤΟΒ ΕΝΙΚΗΣΑΝ ΤΟΥΣ ΓΕΡΜΑΝΟΥΣ xyxy=(18,1593,242,1626)
ad-subtitle: Μετ' οἰκοτροφείου ΕΝ ΑΘΗΝΑΙΣ xyxy=(1306,130,1532,144)
dateline: ΠΕΤΡΟΥΠΟΛΙΣ 29 Σεπτεμβρίου. (Α. Π.) xyxy=(18,594,242,630)
ads-column-right-top xyxy=(1256,92,1582,474)
ad-text: Ἡ Σχολὴ τῶν Γυμναστηρίων θὰ λειτουργήσῃ κατὰ τὸ παρὸν ἔτος ἐν τῷ Κεντρικῷ Γυμναστηρίῳ παρὰ τὸ Στάδιον 10—12 π. μ. τρὶς τῆς ἑβδομάδος. Διάλεξις ἀρ. 3 κατὰ μῆνα. Τὰ μαθήματα τῶν δεσποινίδων καὶ μικρῶν παιδίων καὶ τοῦ Τένους ἄρχονται. ΕΓΓΡΑΦΑΙ ἐν τῷ Ἀνωτέρῳ Παρθεναγωγείῳ ὁδὸς Γ. Γενναδίου 3. (πρώην Μαΐσιος) 11—12 καθ' ἑκάστην. xyxy=(1014,170,1240,289)
section-heading: ΣΤΡΑΤΙΩΤΙΚΟΝ xyxy=(498,158,738,176)
ad-address: 35 ΟΔΟΣ ΕΡΜΟΥ 35 xyxy=(1343,404,1495,421)
ad-subtitle: Ἡ γνωστὴ κομμώτρια xyxy=(808,530,942,544)
article-paragraph: Παρ' ὅλην τὴν σύνεσιν μεθ' ἧς προβαίνουν εἰς τὰς ἐπιθέσεις των, τὸ ἡμέτερον ἱππικὸν κατώρθωσε νὰ προσβάλῃ μίαν μεραρχίαν προελαύνουσαν τοῦ ἐχθροῦ καὶ διὰ διασκορπισμένου πυρὸς διεσκόρπισε μέρος τῶν δυνάμεων αὐτῆς. xyxy=(18,398,242,532)
ad-subtitle: ΖΗΤΗΣΑΤΕ ΤΟ ΑΝΑΛΥΤΙΚΟΝ ΠΡΟΓΡΑΜΜΑ ΚΑΙ ΚΑΝΟΝΙΣΜΟΝ xyxy=(1099,1429,1495,1442)
ad-text: Τὸ εἰς κεντρικωτάτην θέσιν τῆς πλατείας Ὁμονοίας (ὑπὸ τὴν οἰκίαν κ. Σάρογλου) ἱδρυθὲν νέον Ζαχαροπλαστεῖον — Γαλακτοπωλεῖον «ΤΑ ΟΛΥΜΠΙΑ» ὑπὸ τὴν διεύθυνσιν Χ. ΠΡΙΜΙΚΗΡΗ. Ἀναστρώνει πλουσίως εἶδη ζαχαροπλαστικῆς. xyxy=(1014,1306,1580,1347)
ad-subtitle: ΚΑΘΗΓΗΤΟΥ ΤΩΝ ΜΑΘΗΜΑΤΙΚΩΝ xyxy=(515,1018,721,1031)
ad-name: Δ. ΝΙΚΛΑ xyxy=(809,1167,941,1200)
dateline: ΠΕΤΡΟΥΠΟΛΙΣ 29 Σεπτεμβρίου. (Α. Π.) xyxy=(18,199,242,235)
ad-text: Διευθυνομένη ὑπὸ τῶν κ. κ. Μητροπούλου, Δόγκα καὶ Σια. Γραφεῖα ἐν Ἀθήναις, Πειραιῶς 9, ἐν Πειραιεῖ δὲ Σαχτούρη 16. xyxy=(1014,1216,1580,1243)
masthead xyxy=(0,0,1600,62)
ad-title: ΜΕΓΑ xyxy=(590,1032,646,1054)
ad-accounting-school xyxy=(1012,1360,1582,1450)
ad-text: Ἰωάν. Η. Λουξίδης, χειροῦργος Ὀδοντοϊατρὸς, Διπλωματοῦχος τῆς Σχολῆς τῶν Παρισίων καὶ Μέλος τῆς Ὀδοντιατρικῆς Ἑταιρείας. Ὑπηρετήσας ἐν τῇ Ὀδοντοϊατρικῇ Σχολῇ. Ὁδὸς Αἰόλου 15, πρὸ τῆς Χρυσοσπηλαιωτίσσης. xyxy=(754,1246,996,1329)
